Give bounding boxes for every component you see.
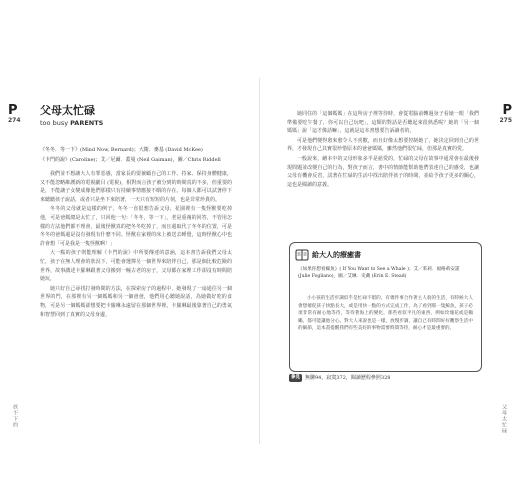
- healing-book-box: [289, 242, 482, 372]
- body-paragraph: 她只好自己尋找打發時間的方法，在探索房子的過程中，她發現了一扇通往另一個世界的門，在那裡有另一個媽媽和另一個爸爸，他們用心聽她說話，為她做好吃的食物，可是另一個媽媽卻想要把卡羅琳永遠留在那個世界裡。卡羅琳最後靠著自己的勇氣和智慧回到了真實的父母身邊。: [40, 285, 232, 318]
- section-title-english: [40, 119, 103, 128]
- right-page-marker: [499, 104, 512, 125]
- body-paragraph: 一般說來，繪本中的父母形象多半是慈愛的，忙碌的父母在故事中通常會在最後發現問題並改變自己的行為，對孩子而言，書中的情節能幫助他們表達自己的感受，也讓父母有機會反省，試著在忙碌的生活中找出陪伴孩子的時間，並給予孩子更多的關心，這也是閱讀的意義。: [287, 155, 479, 188]
- title-en-prefix: too busy: [40, 119, 71, 127]
- see-also-badge: 參見: [291, 375, 300, 380]
- section-title: [40, 104, 103, 128]
- body-paragraph: 大一點的孩子則能理解《卡門的說》中所要傳達的意涵，這本書告訴我們父母太忙，孩子在無人理會的狀況下，可能會選擇另一個世界來陪伴自己，那是個比較危險的世界，故事講述卡羅琳跟著父母搬到一幢古老的房子，父母都在家裡工作卻沒有時間陪她玩，: [40, 250, 232, 283]
- see-also-references: [289, 374, 390, 382]
- film-reference-2: 《卡門的說》(Caroline)；艾／尼爾．蓋曼 (Neil Gaiman)，圖／Chris Riddell: [40, 157, 221, 163]
- box-film-reference: 《如果你想看鯨魚》( If You Want to See a Whale )；艾／茱莉．福格莉安諾 (Julie Fogliano)，圖／艾琳．史戴 (Erin E. Stead): [298, 267, 460, 279]
- box-heading: 給大人的療癒書: [312, 250, 361, 259]
- right-page-number: 275: [499, 117, 512, 124]
- left-body-text: [40, 170, 232, 410]
- book-icon: [295, 248, 309, 262]
- right-body-text: [287, 110, 479, 228]
- left-side-label: 放不下的: [12, 404, 18, 428]
- section-title-chinese: 父母太忙碌: [40, 104, 95, 117]
- box-paragraph: 小小孩的生活步調似乎是忙碌不堪的，有幾件事合作著主人翁的生活，有時候大人會想催促孩子快點長大，或是用快一點的方式完成工作，為了看到那一隻鯨魚，孩子必須非常有耐心地等待，等待著海上的變化，那些看似平凡的東西，例如玫瑰花或是鵜鶘，都可能讓他分心。對大人來說也是一樣，放慢步調，讓自己有時間好好觀察生活中的細節，這本書提醒我們有些美好的事物需要時間等待，耐心才是最重要的。: [298, 296, 473, 332]
- see-also-text: 無聊94，寂寞372，閱讀歷程參照328: [305, 375, 391, 381]
- left-page-marker: [8, 104, 21, 125]
- title-en-bold: PARENTS: [70, 119, 104, 127]
- body-paragraph: 我們並不想讓大人有罪惡感，當家長的要兼顧自己的工作、持家、保持身體健康，又不能忽略維護新的電視劇目 (電視)，相對而言孩子被分到的時間真的不多，但重要的是，不能讓子女變成像他們那樣只有持續事情應接不暇的存在。每個人都可以試著停下來聽聽孩子說話，或者只是坐下來陪著，一天只有短短的片刻，也是非常珍貴的。: [40, 171, 232, 203]
- body-paragraph: 她同住的「這個媽媽」在這所房子裡等待時，會從電腦前轉過身子看她一眼「我們準備要吃午餐了，你可以自己玩吧」，這類的對話是否聽起來很熟悉呢？她的「另一個媽媽」說「這才像話嘛」，這就是這本書想要告訴讀者的。: [287, 111, 479, 135]
- right-page-letter: P: [502, 103, 512, 118]
- body-paragraph: 冬冬的父母就是這樣的例子，冬冬一直很想告訴父母，花園裡有一隻怪獸要吃掉他，可是爸媽總是太忙了，只回他一句：「冬冬，等一下」，老是重複的回答，不管用怎樣的方法他們都不理會，最後怪獸真的把冬冬吃掉了，而且還取代了冬冬的位置，可是冬冬的爸媽還是沒有發現有什麼不同。怪獸在家裡的床上被送去睡覺，這時怪獸心中也許會想「可是我是一隻怪獸啊！」: [40, 206, 232, 247]
- right-side-label: 父母太忙碌: [501, 404, 507, 434]
- left-page-letter: P: [8, 103, 18, 118]
- body-paragraph: 可是他們變得愈來愈令人不喜歡，而且好像太想要控制她了，她決定回到自己的世界，才發現自己其實很珍惜原本的爸爸媽媽，雖然他們很忙碌，但那是真實的愛。: [287, 137, 479, 153]
- left-page-number: 274: [8, 117, 21, 124]
- box-body-text: [298, 295, 473, 367]
- film-reference-1: 《冬冬．等一下》(Mind Now, Bernard)；大衛．麥基 (David McKee): [40, 147, 203, 153]
